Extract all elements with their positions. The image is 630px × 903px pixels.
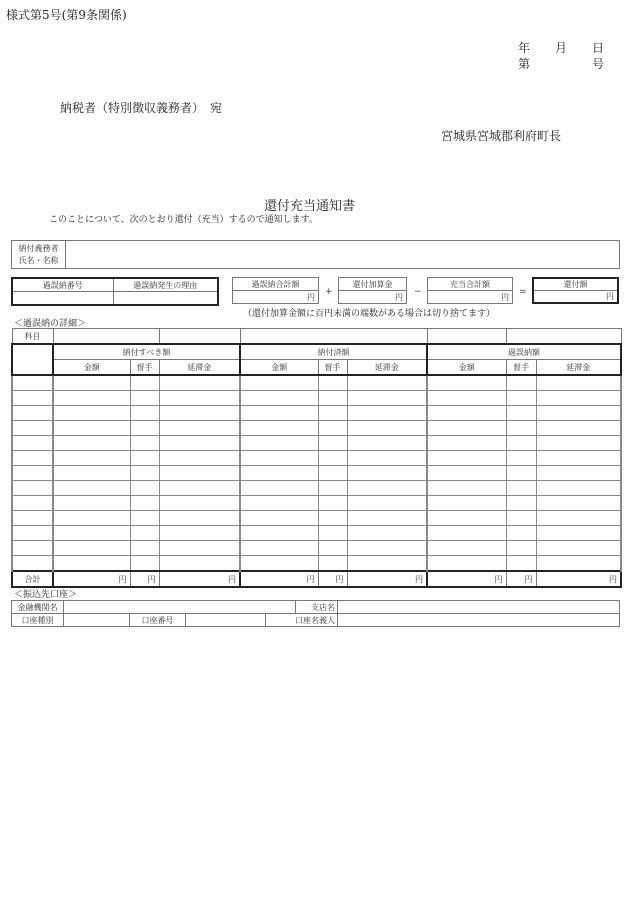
detail-value-cell[interactable] xyxy=(240,436,318,451)
detail-value-cell[interactable] xyxy=(347,526,427,541)
subject-field-1[interactable] xyxy=(53,329,159,345)
detail-value-cell[interactable] xyxy=(240,511,318,526)
detail-row xyxy=(12,526,621,541)
detail-value-cell[interactable] xyxy=(53,556,130,572)
subcol-fee: 督手 xyxy=(506,360,536,376)
detail-value-cell[interactable] xyxy=(427,511,506,526)
detail-row xyxy=(12,375,621,391)
detail-value-cell[interactable] xyxy=(159,556,240,572)
overpayment-reason-header: 過誤納発生の理由 xyxy=(113,278,218,292)
addressee: 納税者（特別徴収義務者） 宛 xyxy=(60,101,223,115)
detail-value-cell[interactable] xyxy=(536,466,621,481)
blank-header-cell xyxy=(12,344,53,375)
detail-value-cell[interactable] xyxy=(536,481,621,496)
detail-value-cell[interactable] xyxy=(130,511,159,526)
detail-value-cell[interactable] xyxy=(318,375,347,391)
obligor-label xyxy=(12,241,66,269)
detail-value-cell[interactable] xyxy=(536,421,621,436)
detail-value-cell[interactable] xyxy=(159,481,240,496)
total-overpaid-delinquency[interactable]: 円 xyxy=(536,571,621,587)
detail-value-cell[interactable] xyxy=(427,556,506,572)
overpayment-number-field[interactable] xyxy=(12,292,113,306)
detail-row xyxy=(12,451,621,466)
detail-value-cell[interactable] xyxy=(427,451,506,466)
subject-field-4[interactable] xyxy=(427,329,506,345)
obligor-table xyxy=(11,240,620,269)
minus-operator: − xyxy=(414,287,422,297)
detail-value-cell[interactable] xyxy=(536,391,621,406)
issuer: 宮城県宮城郡利府町長 xyxy=(441,129,562,143)
total-paid-amount[interactable]: 円 xyxy=(240,571,318,587)
subject-field-2[interactable] xyxy=(159,329,240,345)
detail-value-cell[interactable] xyxy=(506,375,536,391)
detail-value-cell[interactable] xyxy=(506,496,536,511)
total-due-fee[interactable]: 円 xyxy=(130,571,159,587)
obligor-label-line1: 納付義務者 xyxy=(18,244,59,253)
detail-subject-cell[interactable] xyxy=(12,375,53,391)
detail-value-cell[interactable] xyxy=(130,436,159,451)
detail-value-cell[interactable] xyxy=(53,526,130,541)
detail-value-cell[interactable] xyxy=(318,556,347,572)
account-type-label: 口座種別 xyxy=(12,614,64,627)
detail-value-cell[interactable] xyxy=(53,375,130,391)
branch-label: 支店名 xyxy=(296,601,338,614)
total-paid-fee[interactable]: 円 xyxy=(318,571,347,587)
detail-value-cell[interactable] xyxy=(506,526,536,541)
detail-value-cell[interactable] xyxy=(159,496,240,511)
total-paid-delinquency[interactable]: 円 xyxy=(347,571,427,587)
obligor-name-field[interactable] xyxy=(66,241,620,269)
detail-value-cell[interactable] xyxy=(318,391,347,406)
detail-value-cell[interactable] xyxy=(347,391,427,406)
account-number-field[interactable] xyxy=(186,614,266,627)
detail-value-cell[interactable] xyxy=(240,526,318,541)
subcol-delinquency: 延滞金 xyxy=(347,360,427,376)
detail-value-cell[interactable] xyxy=(240,541,318,556)
detail-value-cell[interactable] xyxy=(318,541,347,556)
detail-row xyxy=(12,556,621,572)
detail-value-cell[interactable] xyxy=(240,406,318,421)
detail-value-cell[interactable] xyxy=(159,526,240,541)
detail-subject-cell[interactable] xyxy=(12,481,53,496)
detail-value-cell[interactable] xyxy=(53,466,130,481)
group-header-paid: 納付済額 xyxy=(240,344,427,360)
detail-value-cell[interactable] xyxy=(427,391,506,406)
detail-value-cell[interactable] xyxy=(159,406,240,421)
detail-subject-cell[interactable] xyxy=(12,436,53,451)
detail-subject-cell[interactable] xyxy=(12,391,53,406)
detail-value-cell[interactable] xyxy=(318,406,347,421)
detail-value-cell[interactable] xyxy=(506,511,536,526)
detail-value-cell[interactable] xyxy=(53,391,130,406)
summary-allocation-total xyxy=(427,277,513,304)
detail-value-cell[interactable] xyxy=(536,496,621,511)
detail-row xyxy=(12,481,621,496)
doc-number-suffix: 号 xyxy=(592,57,605,71)
detail-value-cell[interactable] xyxy=(318,436,347,451)
institution-field[interactable] xyxy=(64,601,296,614)
detail-subject-cell[interactable] xyxy=(12,526,53,541)
intro-text: このことについて、次のとおり還付（充当）するので通知します。 xyxy=(49,215,318,225)
subcol-delinquency: 延滞金 xyxy=(159,360,240,376)
branch-field[interactable] xyxy=(338,601,620,614)
summary-value[interactable]: 円 xyxy=(428,291,513,304)
total-overpaid-amount[interactable]: 円 xyxy=(427,571,506,587)
detail-subject-cell[interactable] xyxy=(12,511,53,526)
detail-value-cell[interactable] xyxy=(318,496,347,511)
account-number-label: 口座番号 xyxy=(130,614,186,627)
group-header-overpaid: 過誤納額 xyxy=(427,344,621,360)
detail-value-cell[interactable] xyxy=(427,421,506,436)
detail-value-cell[interactable] xyxy=(506,421,536,436)
detail-subject-cell[interactable] xyxy=(12,451,53,466)
detail-value-cell[interactable] xyxy=(506,436,536,451)
detail-value-cell[interactable] xyxy=(240,451,318,466)
detail-value-cell[interactable] xyxy=(240,466,318,481)
detail-value-cell[interactable] xyxy=(536,556,621,572)
detail-value-cell[interactable] xyxy=(347,421,427,436)
detail-value-cell[interactable] xyxy=(53,481,130,496)
account-holder-field[interactable] xyxy=(338,614,620,627)
detail-subject-cell[interactable] xyxy=(12,421,53,436)
subcol-amount: 金額 xyxy=(240,360,318,376)
detail-value-cell[interactable] xyxy=(159,541,240,556)
detail-value-cell[interactable] xyxy=(318,466,347,481)
detail-subject-cell[interactable] xyxy=(12,541,53,556)
detail-value-cell[interactable] xyxy=(427,541,506,556)
detail-value-cell[interactable] xyxy=(130,526,159,541)
detail-value-cell[interactable] xyxy=(347,406,427,421)
detail-value-cell[interactable] xyxy=(130,406,159,421)
detail-value-cell[interactable] xyxy=(240,556,318,572)
institution-label: 金融機関名 xyxy=(12,601,64,614)
date-year-label: 年 xyxy=(518,41,531,55)
detail-value-cell[interactable] xyxy=(53,436,130,451)
detail-value-cell[interactable] xyxy=(130,375,159,391)
overpayment-box xyxy=(11,277,219,306)
detail-value-cell[interactable] xyxy=(506,466,536,481)
detail-value-cell[interactable] xyxy=(159,436,240,451)
detail-value-cell[interactable] xyxy=(536,541,621,556)
detail-row xyxy=(12,541,621,556)
detail-value-cell[interactable] xyxy=(506,481,536,496)
summary-label: 還付加算金 xyxy=(339,278,407,291)
detail-value-cell[interactable] xyxy=(130,466,159,481)
detail-value-cell[interactable] xyxy=(240,421,318,436)
detail-value-cell[interactable] xyxy=(347,375,427,391)
subject-label: 科目 xyxy=(12,329,53,345)
detail-value-cell[interactable] xyxy=(536,375,621,391)
subject-field-3[interactable] xyxy=(240,329,427,345)
detail-value-cell[interactable] xyxy=(318,451,347,466)
total-label: 合計 xyxy=(12,571,53,587)
detail-row xyxy=(12,406,621,421)
detail-value-cell[interactable] xyxy=(506,541,536,556)
details-section-title: ＜過誤納の詳細＞ xyxy=(14,319,87,329)
date-day-label: 日 xyxy=(592,41,605,55)
equals-operator: = xyxy=(519,287,527,297)
summary-value[interactable]: 円 xyxy=(339,291,407,304)
group-header-due: 納付すべき額 xyxy=(53,344,240,360)
detail-value-cell[interactable] xyxy=(53,511,130,526)
date-month-label: 月 xyxy=(555,41,568,55)
subcol-amount: 金額 xyxy=(427,360,506,376)
detail-value-cell[interactable] xyxy=(506,556,536,572)
detail-value-cell[interactable] xyxy=(427,436,506,451)
detail-row xyxy=(12,436,621,451)
detail-subject-cell[interactable] xyxy=(12,406,53,421)
detail-value-cell[interactable] xyxy=(427,406,506,421)
summary-value[interactable]: 円 xyxy=(233,291,319,304)
subcol-fee: 督手 xyxy=(318,360,347,376)
subcol-fee: 督手 xyxy=(130,360,159,376)
detail-value-cell[interactable] xyxy=(240,496,318,511)
detail-value-cell[interactable] xyxy=(506,406,536,421)
total-overpaid-fee[interactable]: 円 xyxy=(506,571,536,587)
detail-value-cell[interactable] xyxy=(536,526,621,541)
summary-label: 充当合計額 xyxy=(428,278,513,291)
detail-value-cell[interactable] xyxy=(130,391,159,406)
detail-value-cell[interactable] xyxy=(130,556,159,572)
summary-refund-amount xyxy=(532,277,619,304)
detail-value-cell[interactable] xyxy=(347,511,427,526)
detail-value-cell[interactable] xyxy=(427,466,506,481)
detail-value-cell[interactable] xyxy=(347,496,427,511)
subcol-amount: 金額 xyxy=(53,360,130,376)
rounding-note: （還付加算金額に百円未満の端数がある場合は切り捨てます） xyxy=(243,309,496,319)
detail-value-cell[interactable] xyxy=(536,406,621,421)
detail-value-cell[interactable] xyxy=(536,511,621,526)
obligor-label-line2: 氏名・名称 xyxy=(18,256,59,265)
summary-label: 過誤納合計額 xyxy=(233,278,319,291)
detail-subject-cell[interactable] xyxy=(12,556,53,572)
details-table xyxy=(11,328,622,588)
total-due-delinquency[interactable]: 円 xyxy=(159,571,240,587)
detail-value-cell[interactable] xyxy=(130,451,159,466)
detail-value-cell[interactable] xyxy=(159,451,240,466)
summary-label: 還付額 xyxy=(533,278,618,291)
detail-value-cell[interactable] xyxy=(347,466,427,481)
detail-value-cell[interactable] xyxy=(53,496,130,511)
detail-value-cell[interactable] xyxy=(318,511,347,526)
detail-value-cell[interactable] xyxy=(506,391,536,406)
detail-value-cell[interactable] xyxy=(427,496,506,511)
summary-overpayment-total xyxy=(232,277,319,304)
detail-value-cell[interactable] xyxy=(159,391,240,406)
detail-value-cell[interactable] xyxy=(536,451,621,466)
total-due-amount[interactable]: 円 xyxy=(53,571,130,587)
overpayment-number-header: 過誤納番号 xyxy=(12,278,113,292)
detail-row xyxy=(12,466,621,481)
detail-value-cell[interactable] xyxy=(53,451,130,466)
detail-value-cell[interactable] xyxy=(347,541,427,556)
detail-value-cell[interactable] xyxy=(536,436,621,451)
details-body xyxy=(12,375,621,571)
subcol-delinquency: 延滞金 xyxy=(536,360,621,376)
detail-value-cell[interactable] xyxy=(159,466,240,481)
detail-row xyxy=(12,511,621,526)
summary-refund-interest xyxy=(338,277,407,304)
detail-value-cell[interactable] xyxy=(130,541,159,556)
detail-value-cell[interactable] xyxy=(427,481,506,496)
detail-value-cell[interactable] xyxy=(318,421,347,436)
detail-value-cell[interactable] xyxy=(159,511,240,526)
summary-value[interactable]: 円 xyxy=(533,291,618,304)
overpayment-reason-field[interactable] xyxy=(113,292,218,306)
detail-value-cell[interactable] xyxy=(240,391,318,406)
detail-value-cell[interactable] xyxy=(427,526,506,541)
detail-value-cell[interactable] xyxy=(427,375,506,391)
account-type-field[interactable] xyxy=(64,614,130,627)
detail-value-cell[interactable] xyxy=(159,375,240,391)
detail-value-cell[interactable] xyxy=(347,556,427,572)
detail-value-cell[interactable] xyxy=(347,436,427,451)
page-title: 還付充当通知書 xyxy=(264,199,356,214)
detail-value-cell[interactable] xyxy=(53,421,130,436)
bank-section-title: ＜振込先口座＞ xyxy=(14,590,78,600)
form-number: 様式第5号(第9条関係) xyxy=(6,8,127,22)
detail-subject-cell[interactable] xyxy=(12,466,53,481)
detail-value-cell[interactable] xyxy=(130,496,159,511)
detail-value-cell[interactable] xyxy=(318,481,347,496)
detail-value-cell[interactable] xyxy=(159,421,240,436)
detail-value-cell[interactable] xyxy=(240,481,318,496)
detail-value-cell[interactable] xyxy=(53,541,130,556)
detail-value-cell[interactable] xyxy=(347,451,427,466)
account-holder-label: 口座名義人 xyxy=(266,614,338,627)
detail-value-cell[interactable] xyxy=(53,406,130,421)
plus-operator: + xyxy=(325,287,333,297)
detail-row xyxy=(12,496,621,511)
detail-value-cell[interactable] xyxy=(240,375,318,391)
doc-number-prefix: 第 xyxy=(518,57,531,71)
detail-value-cell[interactable] xyxy=(506,451,536,466)
subject-field-5[interactable] xyxy=(506,329,621,345)
detail-value-cell[interactable] xyxy=(130,481,159,496)
bank-table xyxy=(11,600,620,627)
detail-row xyxy=(12,421,621,436)
detail-row xyxy=(12,391,621,406)
detail-value-cell[interactable] xyxy=(130,421,159,436)
detail-value-cell[interactable] xyxy=(347,481,427,496)
detail-subject-cell[interactable] xyxy=(12,496,53,511)
detail-value-cell[interactable] xyxy=(318,526,347,541)
